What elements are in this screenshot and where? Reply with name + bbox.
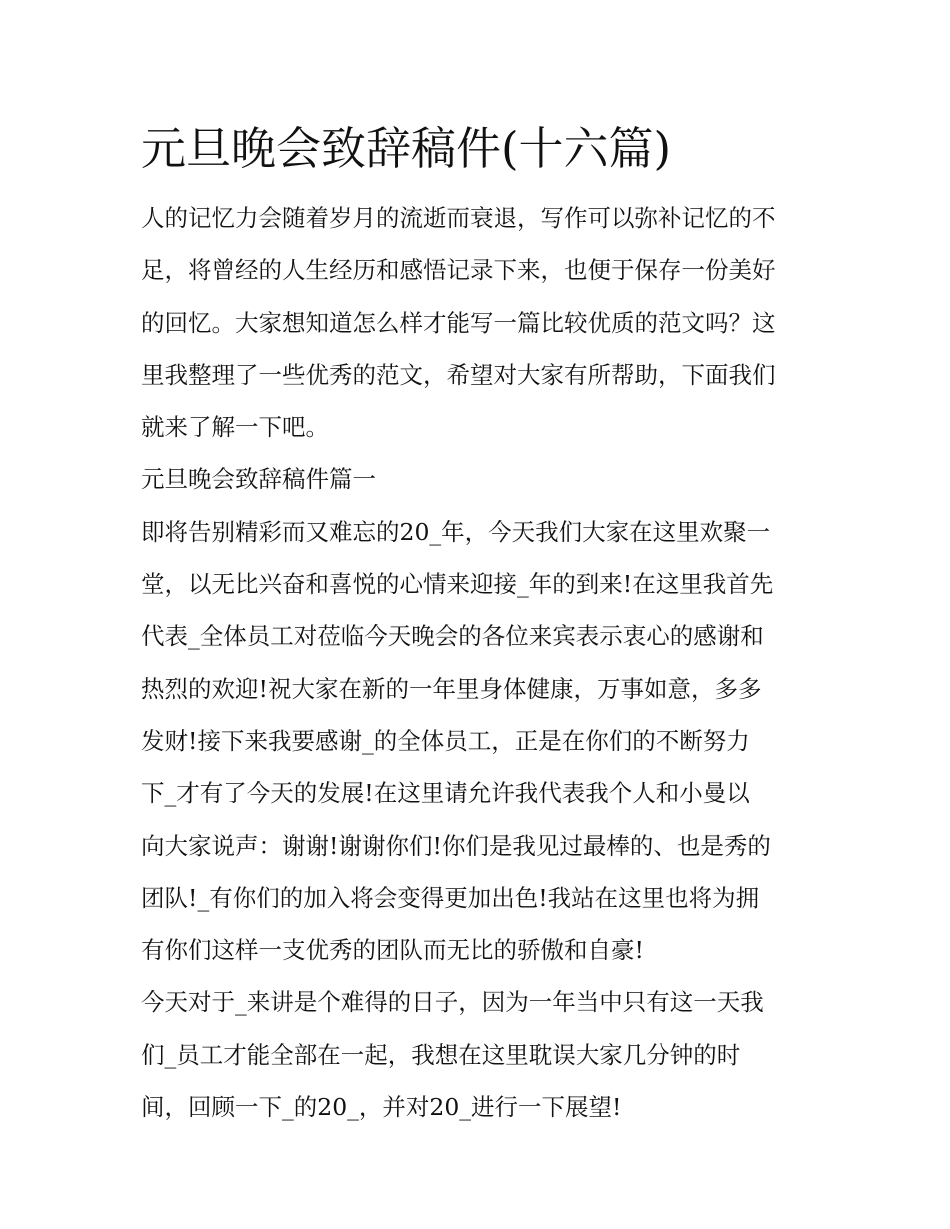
section-heading-text: 元旦晚会致辞稿件篇一 xyxy=(141,465,376,494)
text-line: 就来了解一下吧。 xyxy=(141,413,329,442)
text-line: 热烈的欢迎!祝大家在新的一年里身体健康，万事如意，多多 xyxy=(141,674,762,703)
text-line: 向大家说声：谢谢!谢谢你们!你们是我见过最棒的、也是秀的 xyxy=(141,831,771,860)
text-line: 们_员工才能全部在一起，我想在这里耽误大家几分钟的时 xyxy=(141,1040,741,1069)
text-line: 堂，以无比兴奋和喜悦的心情来迎接_年的到来!在这里我首先 xyxy=(141,570,774,599)
body-paragraph xyxy=(141,506,821,977)
text-line: 下_才有了今天的发展!在这里请允许我代表我个人和小曼以 xyxy=(141,779,750,808)
text-line: 发财!接下来我要感谢_的全体员工，正是在你们的不断努力 xyxy=(141,726,750,755)
text-line: 今天对于_来讲是个难得的日子，因为一年当中只有这一天我 xyxy=(141,988,764,1017)
text-line: 团队!_有你们的加入将会变得更加出色!我站在这里也将为拥 xyxy=(141,883,760,912)
text-line: 代表_全体员工对莅临今天晚会的各位来宾表示衷心的感谢和 xyxy=(141,622,764,651)
text-line: 有你们这样一支优秀的团队而无比的骄傲和自豪! xyxy=(141,936,644,965)
text-line: 人的记忆力会随着岁月的流逝而衰退，写作可以弥补记忆的不 xyxy=(141,204,776,232)
intro-paragraph xyxy=(141,192,821,453)
text-line: 的回忆。大家想知道怎么样才能写一篇比较优质的范文吗？这 xyxy=(141,308,776,337)
text-line: 里我整理了一些优秀的范文，希望对大家有所帮助，下面我们 xyxy=(141,360,776,389)
text-line: 即将告别精彩而又难忘的20_年，今天我们大家在这里欢聚一 xyxy=(141,517,771,546)
text-line: 足，将曾经的人生经历和感悟记录下来，也便于保存一份美好 xyxy=(141,256,776,285)
text-line: 间，回顾一下_的20_，并对20_进行一下展望! xyxy=(141,1093,622,1122)
section-heading xyxy=(141,453,821,505)
document-title: 元旦晚会致辞稿件(十六篇) xyxy=(141,122,672,175)
body-paragraph xyxy=(141,976,821,1133)
document-page xyxy=(141,118,821,1133)
